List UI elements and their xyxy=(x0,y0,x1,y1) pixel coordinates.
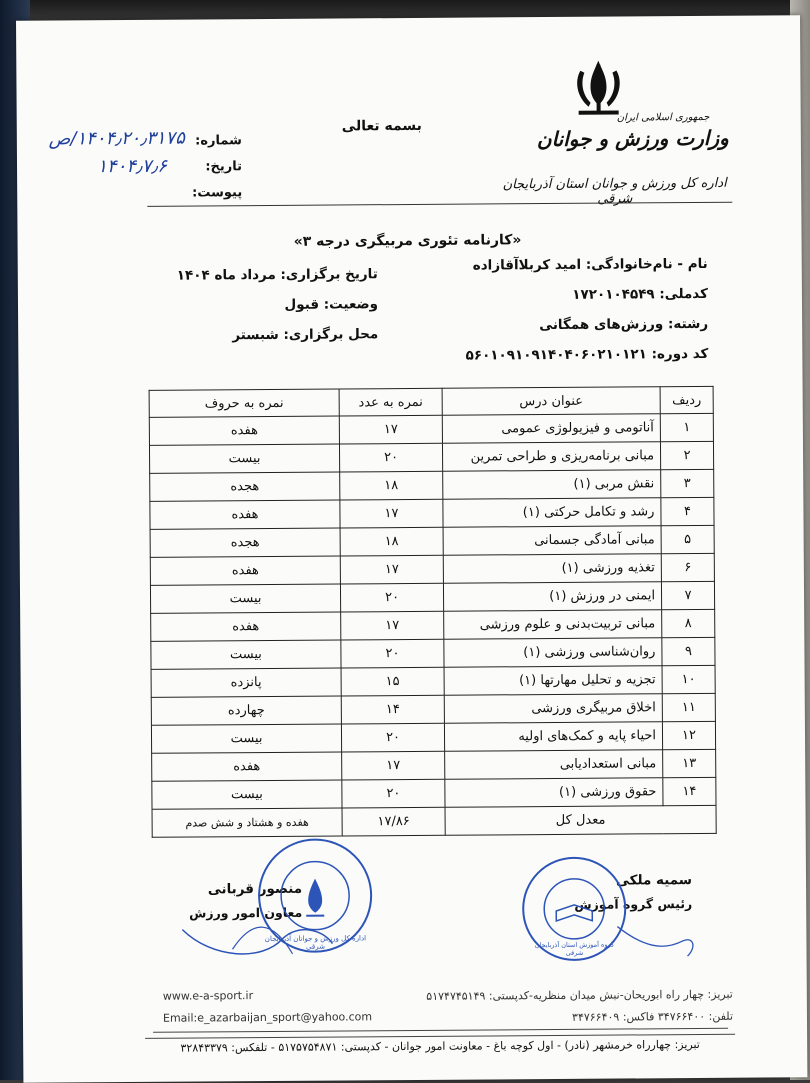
score-words: چهارده xyxy=(151,696,341,725)
table-row xyxy=(151,609,715,641)
table-row xyxy=(150,525,714,557)
phone-line: تلفن: ۳۴۷۶۶۴۰۰ فاکس: ۳۴۷۶۶۴۰۹ xyxy=(571,1009,734,1024)
course-title: آناتومی و فیزیولوژی عمومی xyxy=(442,414,660,444)
score-number: ۲۰ xyxy=(340,583,443,612)
left-signer-name: منصور قربانی xyxy=(207,880,303,898)
score-words: هفده xyxy=(152,752,342,781)
number-label: شماره: xyxy=(195,133,242,149)
table-row xyxy=(152,749,716,781)
row-number: ۸ xyxy=(662,609,715,637)
grades-body xyxy=(149,413,716,809)
row-number: ۹ xyxy=(662,637,715,665)
header-score-words: نمره به حروف xyxy=(149,389,339,417)
row-number: ۱۴ xyxy=(663,777,716,805)
course-title: تغذیه ورزشی (۱) xyxy=(443,554,661,584)
right-signer-name: سمیه ملکی xyxy=(615,872,693,889)
course-title: نقش مربی (۱) xyxy=(443,470,661,500)
score-number: ۱۷ xyxy=(342,751,445,780)
row-number: ۱۰ xyxy=(662,665,715,693)
course-title: مبانی برنامه‌ریزی و طراحی تمرین xyxy=(442,442,660,472)
table-row xyxy=(150,469,714,501)
grades-table xyxy=(149,386,717,838)
right-signer-role: رئیس گروه آموزش xyxy=(574,896,693,912)
score-number: ۲۰ xyxy=(342,779,445,808)
score-words: هجده xyxy=(150,472,340,501)
table-row xyxy=(151,665,715,697)
left-signature-scribble xyxy=(172,898,342,969)
held-date: تاریخ برگزاری: مرداد ماه ۱۴۰۴ xyxy=(176,266,378,284)
row-number: ۱۳ xyxy=(663,749,716,777)
score-number: ۱۷ xyxy=(339,415,442,444)
score-words: بیست xyxy=(151,724,341,753)
address-line-1: تبریز: چهار راه ابوریحان-نبش میدان منظریه-کدپستی: ۵۱۷۴۷۴۵۱۴۹ xyxy=(426,987,733,1003)
table-row xyxy=(150,553,714,585)
score-words: بیست xyxy=(151,640,341,669)
status: وضعیت: قبول xyxy=(284,296,379,313)
right-stamp xyxy=(522,856,627,961)
header-row-number: ردیف xyxy=(660,386,713,413)
course-title: مبانی استعدادیابی xyxy=(445,750,663,780)
course-title: مبانی آمادگی جسمانی xyxy=(443,526,661,556)
course-title: تجزیه و تحلیل مهارتها (۱) xyxy=(444,666,662,696)
table-row xyxy=(149,441,713,473)
row-number: ۱۱ xyxy=(662,693,715,721)
course-code: کد دوره: ۵۶۰۱۰۹۱۰۹۱۴۰۴۰۶۰۲۱۰۱۲۱ xyxy=(465,345,709,364)
average-label: معدل کل xyxy=(445,805,716,835)
score-words: هفده xyxy=(150,556,340,585)
score-number: ۲۰ xyxy=(341,723,444,752)
score-words: بیست xyxy=(152,780,342,809)
score-number: ۲۰ xyxy=(341,639,444,668)
table-row xyxy=(150,497,714,529)
venue: محل برگزاری: شبستر xyxy=(232,326,379,344)
document-title: «کارنامه تئوری مربیگری درجه ۳» xyxy=(293,232,522,250)
table-header-row xyxy=(149,386,713,417)
row-number: ۴ xyxy=(661,497,714,525)
table-row xyxy=(150,581,714,613)
table-row xyxy=(152,777,716,809)
score-number: ۱۸ xyxy=(340,471,443,500)
row-number: ۱۲ xyxy=(662,721,715,749)
left-stamp-text: اداره کل ورزش و جوانان آذربایجان شرقی xyxy=(264,934,367,951)
field-of-study: رشته: ورزش‌های همگانی xyxy=(539,315,709,334)
score-words: پانزده xyxy=(151,668,341,697)
date-value: ۱۴۰۴٫۷٫۶ xyxy=(97,155,168,178)
iran-emblem-icon xyxy=(568,56,628,118)
row-number: ۱ xyxy=(660,413,713,441)
number-value: ۱۴۰۴٫۲۰٫۳۱۷۵/ص xyxy=(48,127,185,150)
row-number: ۷ xyxy=(661,581,714,609)
row-number: ۳ xyxy=(661,469,714,497)
course-title: ایمنی در ورزش (۱) xyxy=(443,582,661,612)
left-signer-role: معاون امور ورزش xyxy=(189,904,303,921)
website: www.e-a-sport.ir xyxy=(162,989,254,1003)
country-label: جمهوری اسلامی ایران xyxy=(616,111,710,124)
footer-divider xyxy=(153,1028,728,1033)
score-number: ۱۴ xyxy=(341,695,444,724)
average-value: ۱۷/۸۶ xyxy=(342,807,445,836)
score-words: هجده xyxy=(150,528,340,557)
course-title: رشد و تکامل حرکتی (۱) xyxy=(443,498,661,528)
date-label: تاریخ: xyxy=(205,159,243,175)
score-words: بیست xyxy=(149,444,339,473)
score-words: بیست xyxy=(150,584,340,613)
course-title: اخلاق مربیگری ورزشی xyxy=(444,694,662,724)
document-page xyxy=(16,15,807,1082)
score-words: هفده xyxy=(150,500,340,529)
course-title: مبانی تربیت‌بدنی و علوم ورزشی xyxy=(444,610,662,640)
right-signature-scribble xyxy=(612,906,702,967)
table-row xyxy=(151,637,715,669)
attachment-label: پیوست: xyxy=(192,185,243,201)
score-number: ۱۸ xyxy=(340,527,443,556)
course-title: احیاء پایه و کمک‌های اولیه xyxy=(444,722,662,752)
address-line-2: تبریز: چهارراه خرمشهر (نادر) - اول کوچه باغ - معاونت امور جوانان - کدپستی: ۵۱۷۵۷۵۴۸۷۱ - تلفکس: ۳۲۸۴۳۳۷۹ xyxy=(145,1034,735,1055)
score-words: هفده xyxy=(149,416,339,445)
header-course-title: عنوان درس xyxy=(442,387,660,416)
average-words: هفده و هشتاد و شش صدم xyxy=(152,808,342,837)
score-number: ۲۰ xyxy=(339,443,442,472)
table-row xyxy=(151,693,715,725)
course-title: حقوق ورزشی (۱) xyxy=(445,778,663,808)
national-code: کدملی: ۱۷۲۰۱۰۴۵۴۹ xyxy=(572,285,708,303)
row-number: ۶ xyxy=(661,553,714,581)
score-words: هفده xyxy=(151,612,341,641)
basmala: بسمه تعالی xyxy=(341,117,422,135)
row-number: ۵ xyxy=(661,525,714,553)
table-row xyxy=(149,413,713,445)
score-number: ۱۵ xyxy=(341,667,444,696)
student-name: نام - نام‌خانوادگی: امید کربلاآقازاده xyxy=(472,255,708,274)
row-number: ۲ xyxy=(660,441,713,469)
header-score-number: نمره به عدد xyxy=(339,388,442,416)
average-row xyxy=(152,805,716,837)
score-number: ۱۷ xyxy=(341,611,444,640)
right-stamp-text: گروه آموزش استان آذربایجان شرقی xyxy=(534,940,615,957)
department-title: اداره کل ورزش و جوانان استان آذربایجان شرقی xyxy=(502,175,727,207)
ministry-title: وزارت ورزش و جوانان xyxy=(536,125,729,152)
score-number: ۱۷ xyxy=(340,499,443,528)
course-title: روان‌شناسی ورزشی (۱) xyxy=(444,638,662,668)
email: Email:e_azarbaijan_sport@yahoo.com xyxy=(162,1010,373,1025)
table-row xyxy=(151,721,715,753)
score-number: ۱۷ xyxy=(340,555,443,584)
